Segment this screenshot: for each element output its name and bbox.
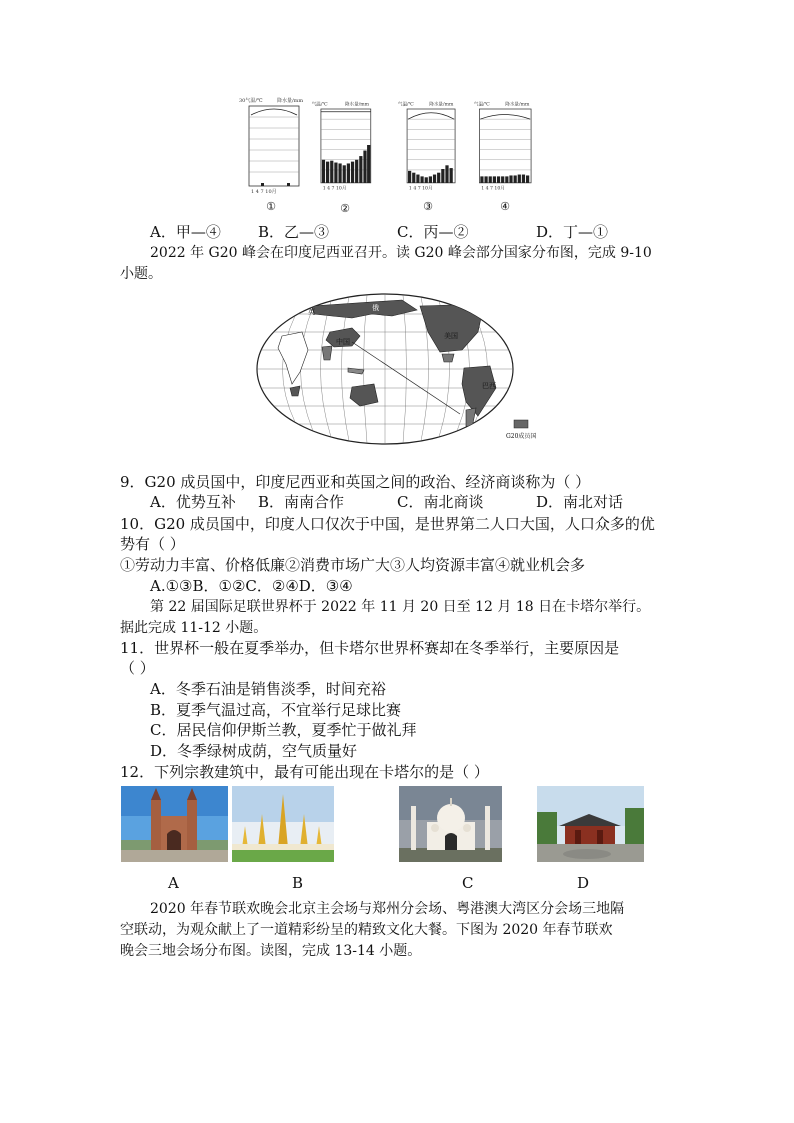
g20-intro-line-2: 小题。 [120,266,162,282]
climate-chart-3 [396,95,468,195]
temp-axis-label: 气温/℃ [397,102,414,108]
wc-intro-line-2: 据此完成 11-12 小题。 [120,620,268,636]
climate-chart-1 [237,95,309,195]
map-label-china: 中国 [336,338,350,346]
chart-label-4: ④ [500,200,510,213]
q11-option-d: D．冬季绿树成荫，空气质量好 [150,742,358,760]
q10-stem-2: 势有（ ） [120,535,185,553]
precip-axis-label: 降水量/mm [277,98,304,104]
q8-option-a: A．甲—④ [150,223,221,241]
q9-option-d: D．南北对话 [536,493,624,511]
photo-c-mosque [399,786,502,862]
gala-intro-line-1: 2020 年春节联欢晚会北京主会场与郑州分会场、粤港澳大湾区分会场三地隔 [150,901,625,917]
q10-stem-1: 10．G20 成员国中，印度人口仅次于中国，是世界第二人口大国，人口众多的优 [120,515,655,533]
g20-world-map [252,292,544,454]
map-label-uk: 英 [308,308,315,316]
q11-stem-2: （ ） [120,659,155,677]
q10-options: A.①③B．①②C．②④D．③④ [150,577,353,595]
q9-option-b: B．南南合作 [258,493,345,511]
month-ticks: 1 4 7 10月 [408,186,433,192]
photo-a-church [121,786,228,862]
q9-stem: 9．G20 成员国中，印度尼西亚和英国之间的政治、经济商谈称为（ ） [120,473,591,491]
climate-chart-4 [472,95,544,195]
q11-option-a: A．冬季石油是销售淡季，时间充裕 [150,680,386,698]
temp-axis-label: 30气温/℃ [239,98,263,104]
climate-chart-2 [308,95,380,195]
photo-b-pagodas [232,786,334,862]
temp-axis-label: 气温/℃ [311,102,328,108]
photo-label-b: B [292,874,304,892]
g20-intro-line-1: 2022 年 G20 峰会在印度尼西亚召开。读 G20 峰会部分国家分布图，完成 9-10 [150,245,652,261]
map-label-russia: 俄 [372,304,379,312]
map-legend-label: G20成员国 [506,433,537,440]
q9-option-c: C．南北商谈 [397,493,484,511]
q8-option-d: D．丁—① [536,223,609,241]
photo-d-temple [537,786,644,862]
photo-label-c: C [462,874,474,892]
q11-option-c: C．居民信仰伊斯兰教，夏季忙于做礼拜 [150,721,417,739]
photo-label-a: A [168,874,179,892]
precip-axis-label: 降水量/mm [429,102,454,108]
q8-option-c: C．丙—② [397,223,469,241]
month-ticks: 1 4 7 10月 [322,186,347,192]
precip-axis-label: 降水量/mm [344,102,370,108]
temp-axis-label: 气温/℃ [473,102,490,108]
month-ticks: 1 4 7 10月 [251,189,277,195]
q10-statements: ①劳动力丰富、价格低廉②消费市场广大③人均资源丰富④就业机会多 [120,556,586,574]
month-ticks: 1 4 7 10月 [481,186,505,192]
precip-axis-label: 降水量/mm [505,102,530,108]
q11-stem-1: 11．世界杯一般在夏季举办，但卡塔尔世界杯赛却在冬季举行，主要原因是 [120,639,620,657]
chart-label-1: ① [266,200,276,213]
q11-option-b: B．夏季气温过高，不宜举行足球比赛 [150,701,402,719]
q8-option-b: B．乙—③ [258,223,330,241]
photo-label-d: D [577,874,590,892]
gala-intro-line-2: 空联动，为观众献上了一道精彩纷呈的精致文化大餐。下图为 2020 年春节联欢 [120,922,613,938]
chart-label-2: ② [340,202,350,215]
map-label-usa: 美国 [444,332,458,340]
chart-label-3: ③ [423,200,433,213]
q12-stem: 12．下列宗教建筑中，最有可能出现在卡塔尔的是（ ） [120,763,489,781]
map-label-brazil: 巴西 [482,382,496,390]
gala-intro-line-3: 晚会三地会场分布图。读图，完成 13-14 小题。 [120,943,422,959]
wc-intro-line-1: 第 22 届国际足联世界杯于 2022 年 11 月 20 日至 12 月 18 日在卡塔尔举行。 [150,599,651,615]
q9-option-a: A．优势互补 [150,493,236,511]
